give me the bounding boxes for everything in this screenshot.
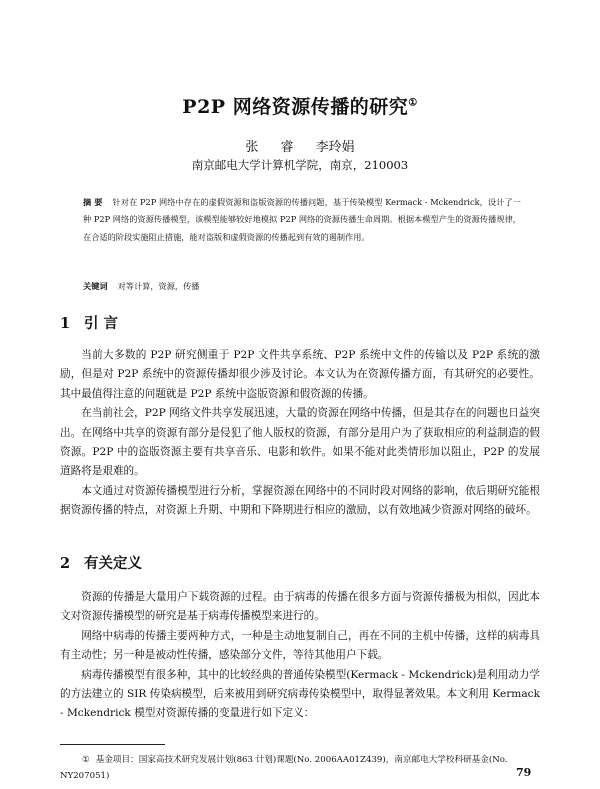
paragraph: 在当前社会，P2P 网络文件共享发展迅速，大量的资源在网络中传播，但是其存在的问题也日益突出。在网络中共享的资源有部分是侵犯了他人版权的资源，有部分是用户为了获取相应的利益制造的假资源。P2P 中的盗版资源主要有共享音乐、电影和软件。如果不能对此类情形加以阻止，P2P 的发展道路将是艰难的。	[60, 407, 540, 478]
paragraph: 网络中病毒的传播主要两种方式，一种是主动地复制自己，再在不同的主机中传播，这样的病毒具有主动性；另一种是被动性传播，感染部分文件，等待其他用户下载。	[60, 629, 540, 662]
author-list	[0, 136, 600, 155]
title-text: P2P 网络资源传播的研究	[182, 96, 409, 118]
section-heading-2	[60, 552, 142, 573]
title-footnote-mark: ①	[408, 97, 418, 109]
footnote-text: 基金项目：国家高技术研究发展计划(863 计划)课题(No. 2006AA01Z439)，南京邮电大学校科研基金(No. NY207051)	[60, 755, 508, 781]
affiliation: 南京邮电大学计算机学院，南京，210003	[191, 158, 409, 172]
section-title: 有关定义	[84, 555, 142, 572]
abstract-label: 摘 要	[83, 197, 103, 207]
section-heading-1	[60, 312, 118, 333]
keywords-text: 对等计算，资源，传播	[117, 281, 200, 291]
paragraph: 当前大多数的 P2P 研究侧重于 P2P 文件共享系统、P2P 系统中文件的传输以及 P2P 系统的激励，但是对 P2P 系统中的资源传播却很少涉及讨论。本文认为在资源传播方面，有其研究的必要性。其中最值得注意的问题就是 P2P 系统中盗版资源和假资源的传播。	[60, 349, 540, 400]
abstract	[83, 194, 521, 246]
paragraph: 本文通过对资源传播模型进行分析，掌握资源在网络中的不同时段对网络的影响，依后期研究能根据资源传播的特点，对资源上升期、中期和下降期进行相应的激励，以有效地减少资源对网络的破坏。	[60, 484, 540, 517]
paragraph: 资源的传播是大量用户下载资源的过程。由于病毒的传播在很多方面与资源传播极为相似，因此本文对资源传播模型的研究是基于病毒传播模型来进行的。	[60, 591, 540, 623]
keywords-label: 关键词	[83, 281, 108, 291]
section-body-1	[60, 346, 540, 521]
section-title: 引 言	[84, 315, 119, 332]
footnote	[60, 752, 540, 784]
abstract-text: 针对在 P2P 网络中存在的虚假资源和盗版资源的传播问题，基于传染模型 Kermack - Mckendrick，设计了一种 P2P 网络的资源传播模型，该模型能够较好地模拟 P2P 网络的资源传播生命周期。根据本模型产生的资源传播规律，在合适的阶段实施阻止措施，能对盗版和虚假资源的传播起到有效的遏制作用。	[83, 197, 521, 242]
keywords	[83, 279, 521, 293]
section-body-2	[60, 588, 540, 724]
paragraph: 病毒传播模型有很多种，其中的比较经典的普通传染模型(Kermack - Mckendrick)是利用动力学的方法建立的 SIR 传染病模型，后来被用到研究病毒传染模型中，取得显著效果。本文利用 Kermack - Mckendrick 模型对资源传播的变量进行如下定义：	[60, 668, 540, 720]
author-1: 张 睿	[245, 140, 294, 155]
author-2: 李玲娟	[315, 140, 355, 155]
paper-title	[0, 92, 600, 119]
footnote-mark: ①	[82, 755, 90, 765]
section-number: 2	[60, 555, 71, 572]
footnote-divider	[60, 744, 165, 745]
page-number: 79	[516, 766, 532, 779]
section-number: 1	[60, 315, 71, 332]
